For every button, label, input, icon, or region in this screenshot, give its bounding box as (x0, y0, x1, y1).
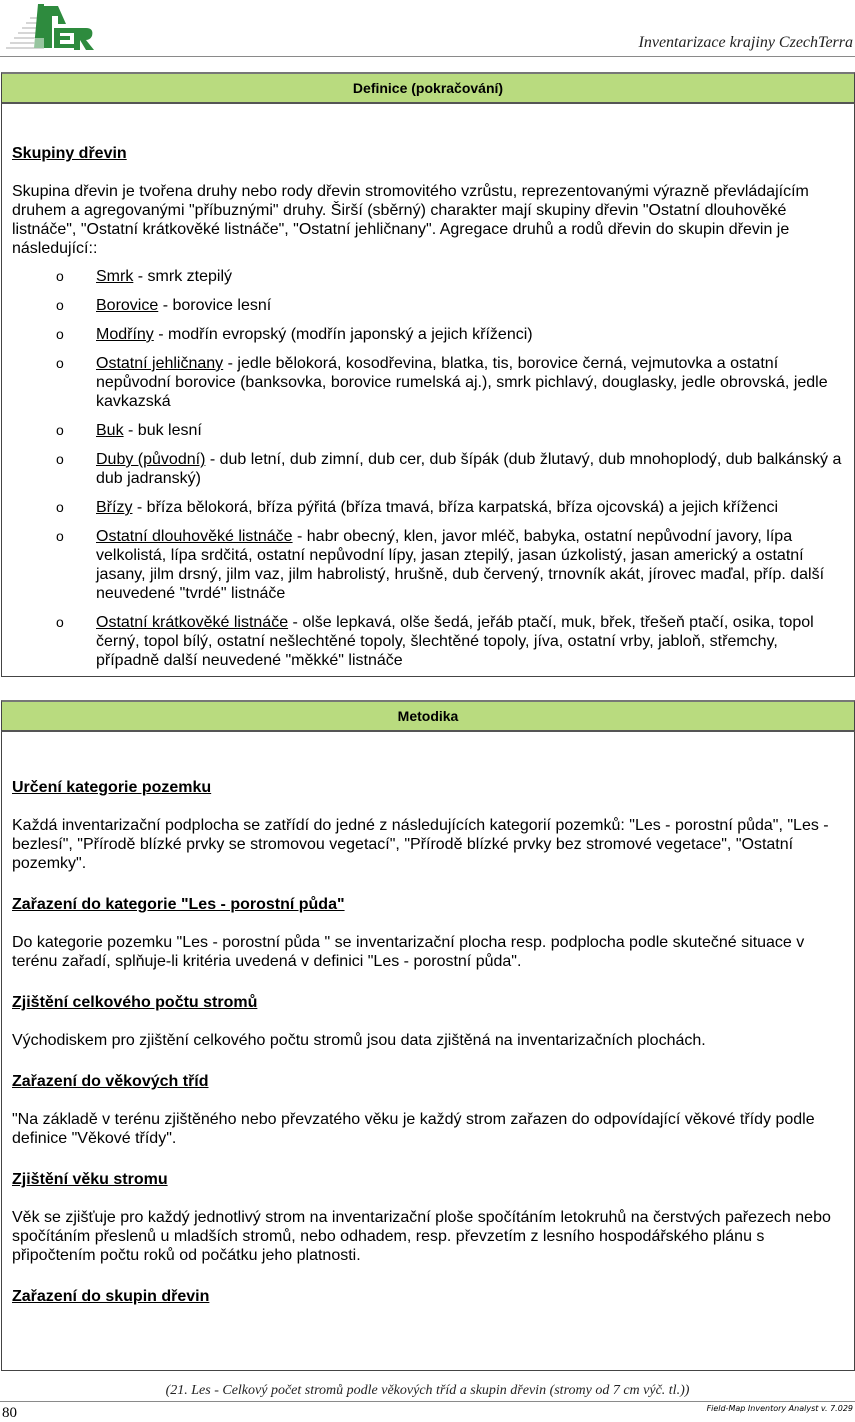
circle-bullet-icon: o (56, 499, 64, 515)
species-group-description: - habr obecný, klen, javor mléč, babyka, ostatní nepůvodní javory, lípa velkolistá, lípa srdčitá, ostatní nepůvodní lípy, jasan ztepilý, jasan úzkolistý, jasan americký a ostatní jasany, jilm drsný, jilm vaz, jilm habrolistý, hrušně, dub červený, trnovník akát, jírovec maďal, příp. další neuvedené "tvrdé" listnáče (96, 528, 825, 602)
section-header: Definice (pokračování) (1, 72, 855, 104)
intro-paragraph: Skupina dřevin je tvořena druhy nebo rody dřevin stromovitého vzrůstu, reprezentovanými výrazně převládajícím druhem a agregovanými "příbuznými" druhy. Širší (sběrný) charakter mají skupiny dřevin "Ostatní dlouhověké listnáče", "Ostatní krátkověké listnáče", "Ostatní jehličnany". Agregace druhů a rodů dřevin do skupin dřevin je následující:: (12, 183, 809, 257)
list-item (12, 613, 844, 670)
circle-bullet-icon: o (56, 326, 64, 342)
species-group-description: - jedle bělokorá, kosodřevina, blatka, tis, borovice černá, vejmutovka a ostatní nepůvodní borovice (banksovka, borovice rumelská aj.), smrk pichlavý, douglasky, jedle obrovská, jedle kavkazská (96, 355, 828, 410)
circle-bullet-icon: o (56, 268, 64, 284)
species-group-term: Ostatní jehličnany (96, 355, 224, 372)
species-group-description: - borovice lesní (158, 297, 272, 314)
method-heading: Zařazení do kategorie "Les - porostní půda" (12, 896, 345, 913)
document-title: Inventarizace krajiny CzechTerra (638, 34, 853, 51)
list-item (12, 354, 844, 411)
species-group-description: - olše lepkavá, olše šedá, jeřáb ptačí, muk, břek, třešeň ptačí, osika, topol černý, topol bílý, ostatní nešlechtěné topoly, šlechtěné topoly, jíva, ostatní vrby, jabloň, střemchy, případně další neuvedené "měkké" listnáče (96, 614, 814, 669)
method-heading: Zjištění celkového počtu stromů (12, 994, 258, 1011)
method-paragraph: Do kategorie pozemku "Les - porostní půda " se inventarizační plocha resp. podplocha podle skutečné situace v terénu zařadí, splňuje-li kritéria uvedená v definici "Les - porostní půda". (12, 934, 805, 970)
definitions-section (1, 72, 855, 677)
method-heading: Zařazení do věkových tříd (12, 1073, 209, 1090)
section-header: Metodika (1, 700, 855, 732)
method-heading: Určení kategorie pozemku (12, 779, 212, 796)
species-group-term: Smrk (96, 268, 134, 285)
circle-bullet-icon: o (56, 297, 64, 313)
species-group-term: Ostatní dlouhověké listnáče (96, 528, 293, 545)
ifer-logo-icon (4, 2, 96, 52)
list-item (12, 421, 844, 440)
species-group-term: Buk (96, 422, 124, 439)
circle-bullet-icon: o (56, 355, 64, 371)
method-heading: Zařazení do skupin dřevin (12, 1288, 210, 1305)
species-group-term: Modříny (96, 326, 154, 343)
section-heading: Skupiny dřevin (12, 145, 127, 162)
circle-bullet-icon: o (56, 528, 64, 544)
method-paragraph: Východiskem pro zjištění celkového počtu stromů jsou data zjištěná na inventarizačních plochách. (12, 1032, 706, 1049)
list-item (12, 498, 844, 517)
method-paragraph: Věk se zjišťuje pro každý jednotlivý strom na inventarizační ploše spočítáním letokruhů na čerstvých pařezech nebo spočítáním přeslenů u mladších stromů, nebo odhadem, resp. převzetím z lesního hospodářského plánu s připočtením počtu roků od počátku jeho platnosti. (12, 1209, 831, 1264)
species-group-term: Břízy (96, 499, 133, 516)
species-group-description: - smrk ztepilý (133, 268, 232, 285)
species-group-description: - modřín evropský (modřín japonský a jejich kříženci) (153, 326, 533, 343)
method-paragraph: Každá inventarizační podplocha se zatřídí do jedné z následujících kategorií pozemků: "Les - porostní půda", "Les - bezlesí", "Přírodě blízké prvky se stromovou vegetací", "Přírodě blízké prvky bez stromové vegetace", "Ostatní pozemky". (12, 817, 829, 872)
list-item (12, 296, 844, 315)
methodology-section (1, 700, 855, 1371)
species-group-description: - bříza bělokorá, bříza pýřitá (bříza tmavá, bříza karpatská, bříza ojcovská) a jejich kříženci (132, 499, 779, 516)
list-item (12, 527, 844, 603)
species-group-description: - dub letní, dub zimní, dub cer, dub šípák (dub žlutavý, dub mnohoplodý, dub balkánský a dub jadranský) (96, 451, 842, 487)
footer-divider (0, 1401, 855, 1402)
table-caption: (21. Les - Celkový počet stromů podle věkových tříd a skupin dřevin (stromy od 7 cm výč. tl.)) (165, 1383, 690, 1398)
circle-bullet-icon: o (56, 422, 64, 438)
circle-bullet-icon: o (56, 614, 64, 630)
method-heading: Zjištění věku stromu (12, 1171, 168, 1188)
species-group-list (12, 267, 844, 670)
species-group-term: Borovice (96, 297, 159, 314)
page-header (0, 0, 855, 57)
species-group-term: Ostatní krátkověké listnáče (96, 614, 289, 631)
species-group-description: - buk lesní (123, 422, 202, 439)
list-item (12, 267, 844, 286)
list-item (12, 450, 844, 488)
page-number: 80 (2, 1405, 17, 1421)
circle-bullet-icon: o (56, 451, 64, 467)
method-paragraph: "Na základě v terénu zjištěného nebo převzatého věku je každý strom zařazen do odpovídající věkové třídy podle definice "Věkové třídy". (12, 1111, 815, 1147)
list-item (12, 325, 844, 344)
species-group-term: Duby (původní) (96, 451, 206, 468)
application-version: Field-Map Inventory Analyst v. 7.029 (706, 1404, 853, 1413)
